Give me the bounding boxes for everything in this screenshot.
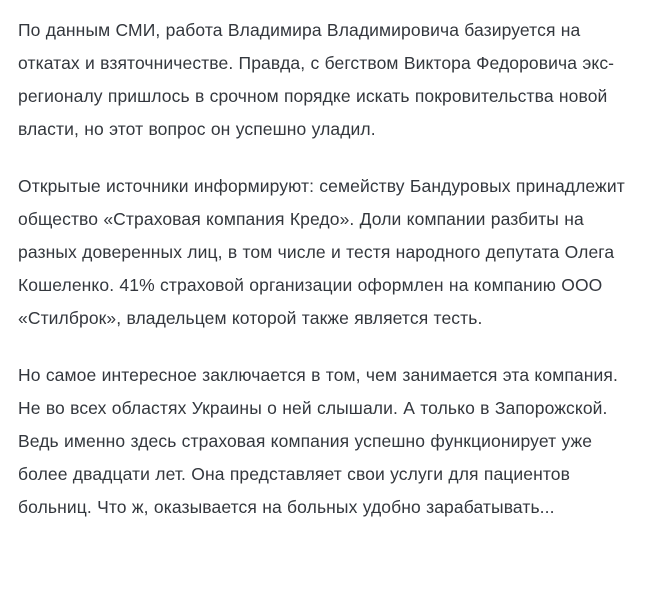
- article-paragraph: По данным СМИ, работа Владимира Владимировича базируется на откатах и взяточничестве. Правда, с бегством Виктора Федоровича экс-регионалу пришлось в срочном порядке искать покровительства новой власти, но этот вопрос он успешно уладил.: [18, 20, 615, 139]
- article-paragraph: Открытые источники информируют: семейству Бандуровых принадлежит общество «Страховая компания Кредо». Доли компании разбиты на разных доверенных лиц, в том числе и тестя народного депутата Олега Кошеленко. 41% страховой организации оформлен на компанию ООО «Стилброк», владельцем которой также является тесть.: [18, 176, 625, 328]
- article-paragraph: Но самое интересное заключается в том, чем занимается эта компания. Не во всех областях Украины о ней слышали. А только в Запорожской. Ведь именно здесь страховая компания успешно функционирует уже более двадцати лет. Она представляет свои услуги для пациентов больниц. Что ж, оказывается на больных удобно зарабатывать...: [18, 365, 618, 517]
